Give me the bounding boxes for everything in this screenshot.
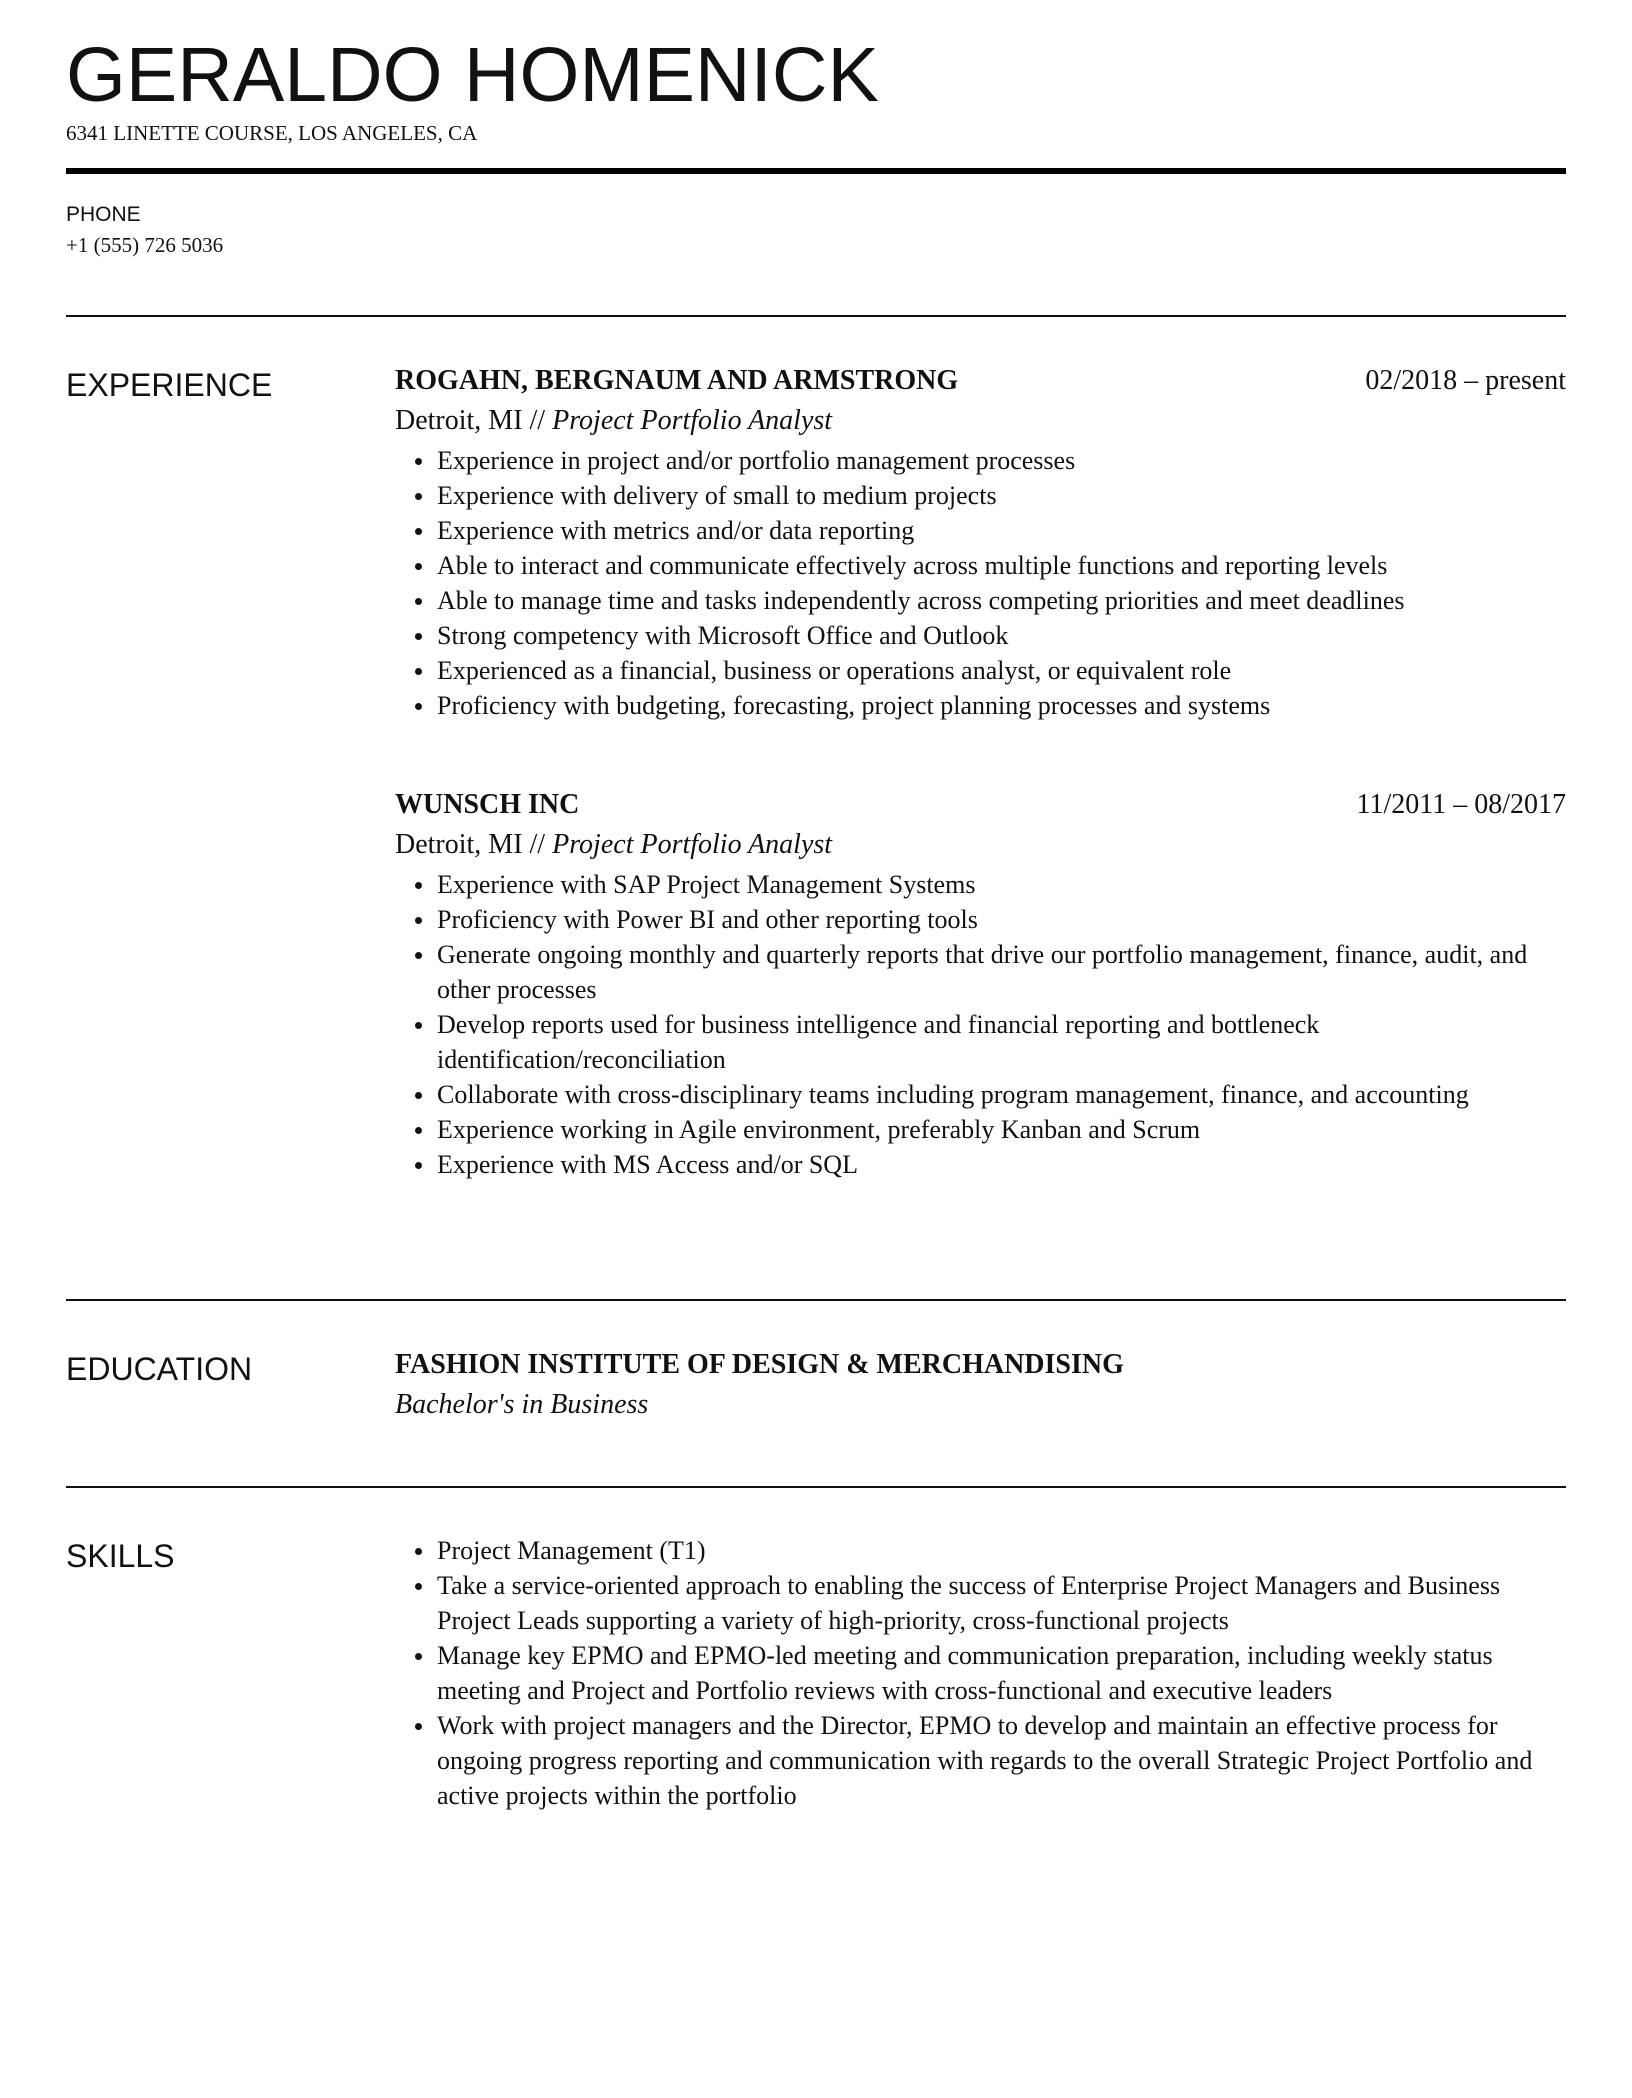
list-item: Experience with SAP Project Management Systems xyxy=(395,867,1566,902)
job-role: Project Portfolio Analyst xyxy=(552,405,833,436)
job-company: WUNSCH INC xyxy=(395,789,580,820)
bullet-icon xyxy=(415,668,422,675)
list-item: Project Management (T1) xyxy=(395,1533,1566,1568)
list-item: Experience with MS Access and/or SQL xyxy=(395,1147,1566,1182)
job-bullets xyxy=(395,443,1566,723)
job-location: Detroit, MI xyxy=(395,405,523,436)
bullet-icon xyxy=(415,1548,422,1555)
bullet-icon xyxy=(415,1127,422,1134)
skills-entries xyxy=(395,1533,1566,1813)
experience-section-title: EXPERIENCE xyxy=(66,367,273,403)
job-separator: // xyxy=(522,829,553,860)
list-item: Experience in project and/or portfolio management processes xyxy=(395,443,1566,478)
bullet-icon xyxy=(415,1022,422,1029)
job-dates: 02/2018 – present xyxy=(1365,365,1566,396)
bullet-icon xyxy=(415,1653,422,1660)
job-location: Detroit, MI xyxy=(395,829,523,860)
candidate-name: GERALDO HOMENICK xyxy=(66,32,879,118)
bullet-icon xyxy=(415,1583,422,1590)
bullet-icon xyxy=(415,598,422,605)
job-header xyxy=(395,361,1566,401)
header-divider xyxy=(66,168,1566,174)
bullet-icon xyxy=(415,1162,422,1169)
section-divider xyxy=(66,1486,1566,1488)
job-bullets xyxy=(395,867,1566,1182)
job-entry xyxy=(395,361,1566,723)
job-subline xyxy=(395,825,1566,865)
list-item: Work with project managers and the Director, EPMO to develop and maintain an effective process for ongoing progress reporting and communication with regards to the overall Strategic Project Portfolio and active projects within the portfolio xyxy=(395,1708,1566,1813)
list-item: Proficiency with budgeting, forecasting, project planning processes and systems xyxy=(395,688,1566,723)
section-divider xyxy=(66,1299,1566,1301)
job-role: Project Portfolio Analyst xyxy=(552,829,833,860)
list-item: Collaborate with cross-disciplinary teams including program management, finance, and accounting xyxy=(395,1077,1566,1112)
section-divider xyxy=(66,315,1566,317)
bullet-icon xyxy=(415,952,422,959)
list-item: Able to manage time and tasks independently across competing priorities and meet deadlines xyxy=(395,583,1566,618)
skills-section-title: SKILLS xyxy=(66,1538,175,1574)
phone-label: PHONE xyxy=(66,203,141,226)
bullet-icon xyxy=(415,458,422,465)
list-item: Experience with delivery of small to medium projects xyxy=(395,478,1566,513)
phone-number: +1 (555) 726 5036 xyxy=(66,233,224,257)
job-separator: // xyxy=(522,405,553,436)
bullet-icon xyxy=(415,882,422,889)
job-subline xyxy=(395,401,1566,441)
job-company: ROGAHN, BERGNAUM AND ARMSTRONG xyxy=(395,365,959,396)
job-header xyxy=(395,785,1566,825)
list-item: Able to interact and communicate effectively across multiple functions and reporting levels xyxy=(395,548,1566,583)
bullet-icon xyxy=(415,917,422,924)
bullet-icon xyxy=(415,563,422,570)
list-item: Experienced as a financial, business or operations analyst, or equivalent role xyxy=(395,653,1566,688)
list-item: Develop reports used for business intelligence and financial reporting and bottleneck identification/reconciliation xyxy=(395,1007,1566,1077)
skills-list xyxy=(395,1533,1566,1813)
education-section-title: EDUCATION xyxy=(66,1351,253,1387)
list-item: Experience with metrics and/or data reporting xyxy=(395,513,1566,548)
bullet-icon xyxy=(415,703,422,710)
experience-entries xyxy=(395,361,1566,1182)
bullet-icon xyxy=(415,1723,422,1730)
list-item: Strong competency with Microsoft Office and Outlook xyxy=(395,618,1566,653)
bullet-icon xyxy=(415,633,422,640)
education-degree: Bachelor's in Business xyxy=(395,1389,649,1420)
list-item: Proficiency with Power BI and other reporting tools xyxy=(395,902,1566,937)
bullet-icon xyxy=(415,528,422,535)
job-entry xyxy=(395,785,1566,1182)
list-item: Manage key EPMO and EPMO-led meeting and communication preparation, including weekly status meeting and Project and Portfolio reviews with cross-functional and executive leaders xyxy=(395,1638,1566,1708)
list-item: Experience working in Agile environment, preferably Kanban and Scrum xyxy=(395,1112,1566,1147)
job-dates: 11/2011 – 08/2017 xyxy=(1356,789,1566,820)
bullet-icon xyxy=(415,493,422,500)
education-entry xyxy=(395,1345,1566,1425)
bullet-icon xyxy=(415,1092,422,1099)
list-item: Generate ongoing monthly and quarterly reports that drive our portfolio management, finance, audit, and other processes xyxy=(395,937,1566,1007)
list-item: Take a service-oriented approach to enabling the success of Enterprise Project Managers and Business Project Leads supporting a variety of high-priority, cross-functional projects xyxy=(395,1568,1566,1638)
education-school: FASHION INSTITUTE OF DESIGN & MERCHANDISING xyxy=(395,1349,1124,1380)
candidate-address: 6341 LINETTE COURSE, LOS ANGELES, CA xyxy=(66,121,478,145)
